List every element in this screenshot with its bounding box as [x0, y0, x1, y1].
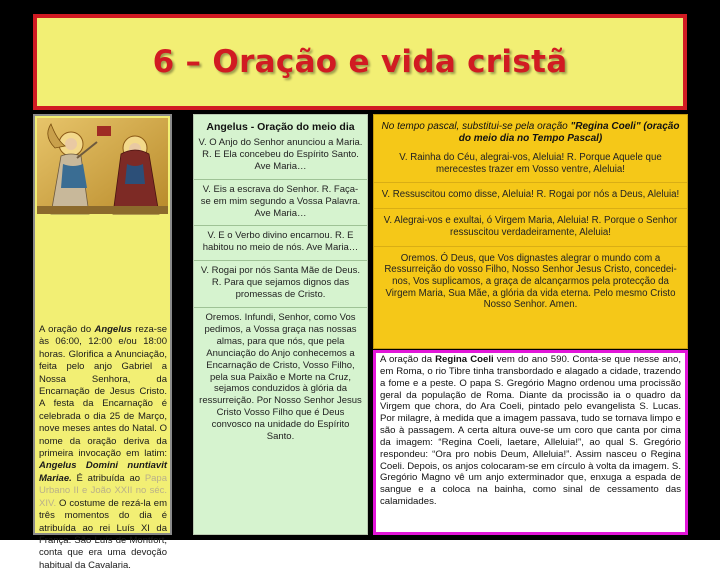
divider — [374, 246, 687, 247]
angelus-description: A oração do Angelus reza-se às 06:00, 12:00 e/ou 18:00 horas. Glorifica a Anunciação, feita pelo anjo Gabriel a Nossa Senhora, da Encarnação de Jesus Cristo. A festa da Encarnação é celebrada o dia 25 de Março, nove meses antes do Natal. O nome da oração deriva da primeira invocação em latim: Angelus Domini nuntiavit Mariae. É atribuída ao Papa Urbano II e João XXII no séc. XIV. O costume de rezá-la em três momentos do dia é atribuída ao rei Luís XI da França. São Luís de Montfort, conta que era uma devoção habitual da Cavalaria. — [39, 324, 167, 571]
divider — [194, 225, 367, 226]
annunciation-image — [37, 118, 168, 214]
divider — [374, 182, 687, 183]
divider — [194, 260, 367, 261]
divider — [194, 179, 367, 180]
prayer-stanza: V. Rainha do Céu, alegrai-vos, Aleluia! R. Porque Aquele que merecestes trazer em Vosso ventre, Aleluia! — [399, 152, 662, 175]
prayer-stanza: V. Eis a escrava do Senhor. R. Faça-se em mim segundo a Vossa Palavra. Ave Maria… — [200, 183, 361, 219]
prayer-stanza: V. O Anjo do Senhor anunciou a Maria. R. E Ela concebeu do Espírito Santo. Ave Maria… — [198, 137, 363, 172]
prayer-stanza: V. E o Verbo divino encarnou. R. E habitou no meio de nós. Ave Maria… — [202, 230, 359, 254]
annunciation-painting-icon — [37, 118, 168, 214]
divider — [374, 208, 687, 209]
divider — [194, 307, 367, 308]
prayer-stanza: V. Rogai por nós Santa Mãe de Deus. R. Para que sejamos dignos das promessas de Cristo. — [200, 265, 361, 301]
left-panel — [33, 114, 172, 571]
regina-coeli-history-panel — [373, 350, 688, 535]
slide-title: 6 – Oração e vida cristã — [152, 44, 568, 80]
title-banner — [33, 14, 687, 110]
regina-coeli-prayer-text — [378, 152, 683, 318]
prayer-closing: Oremos. Infundi, Senhor, como Vos pedimos, a Vossa graça nas nossas almas, para que nós, que pela Anunciação do Anjo conhecemos a Encarnação de Cristo, Vosso Filho, pela sua Paixão e Morte na Cruz, sejamos conduzidos à glória da ressurreição. Por Nosso Senhor Jesus Cristo Vosso Filho que é Deus convosco na unidade do Espírito Santo. — [199, 311, 362, 443]
prayer-stanza: V. Ressuscitou como disse, Aleluia! R. Rogai por nós a Deus, Aleluia! — [381, 189, 680, 201]
angelus-prayer-text — [198, 137, 363, 449]
prayer-stanza: V. Alegrai-vos e exultai, ó Virgem Maria, Aleluia! R. Porque o Senhor ressuscitou verdadeiramente, Aleluia! — [383, 215, 678, 238]
prayer-closing: Oremos. Ó Deus, que Vos dignastes alegrar o mundo com a Ressurreição do vosso Filho, Nosso Senhor Jesus Cristo, concedei-nos, Vos suplicamos, a graça de alcançarmos pela protecção da Virgem Maria, Sua Mãe, a glória da vida eterna. Pelo mesmo Cristo Nosso Senhor. Amen. — [384, 252, 677, 311]
regina-coeli-prayer-panel — [373, 114, 688, 349]
angelus-heading: Angelus - Oração do meio dia — [206, 121, 355, 133]
regina-coeli-history-text: A oração da Regina Coeli vem do ano 590. Conta-se que nesse ano, em Roma, o rio Tibre tinha transbordado e alagado a cidade, trazendo a fome e a peste. O papa S. Gregório Magno ordenou uma procissão geral da população de Roma. Diante da procissão ia o quadro da Virgem que chora, do Ara Coeli, pintado pelo evangelista S. Lucas. Por milagre, à medida que a imagem passava, tudo se tornava limpo e são à passagem. A certa altura ouve-se um coro que canta por cima da imagem: “Regina Coeli, laetare, Alleluia!”, ao qual S. Gregório respondeu: “Ora pro nobis Deum, Alleluia!”. Assim nasceu o Regina Coeli. Depois, os anjos colocaram-se em círculo à volta da imagem. S. Gregório Magno vê um anjo exterminador que, enxuga a espada de sangue e a coloca na bainha, como sinal de cessamento das calamidades. — [380, 354, 681, 508]
regina-coeli-heading: No tempo pascal, substitui-se pela oração "Regina Coeli" (oração do meio dia no Tempo Pascal) — [381, 121, 680, 144]
angelus-prayer-panel — [193, 114, 368, 535]
